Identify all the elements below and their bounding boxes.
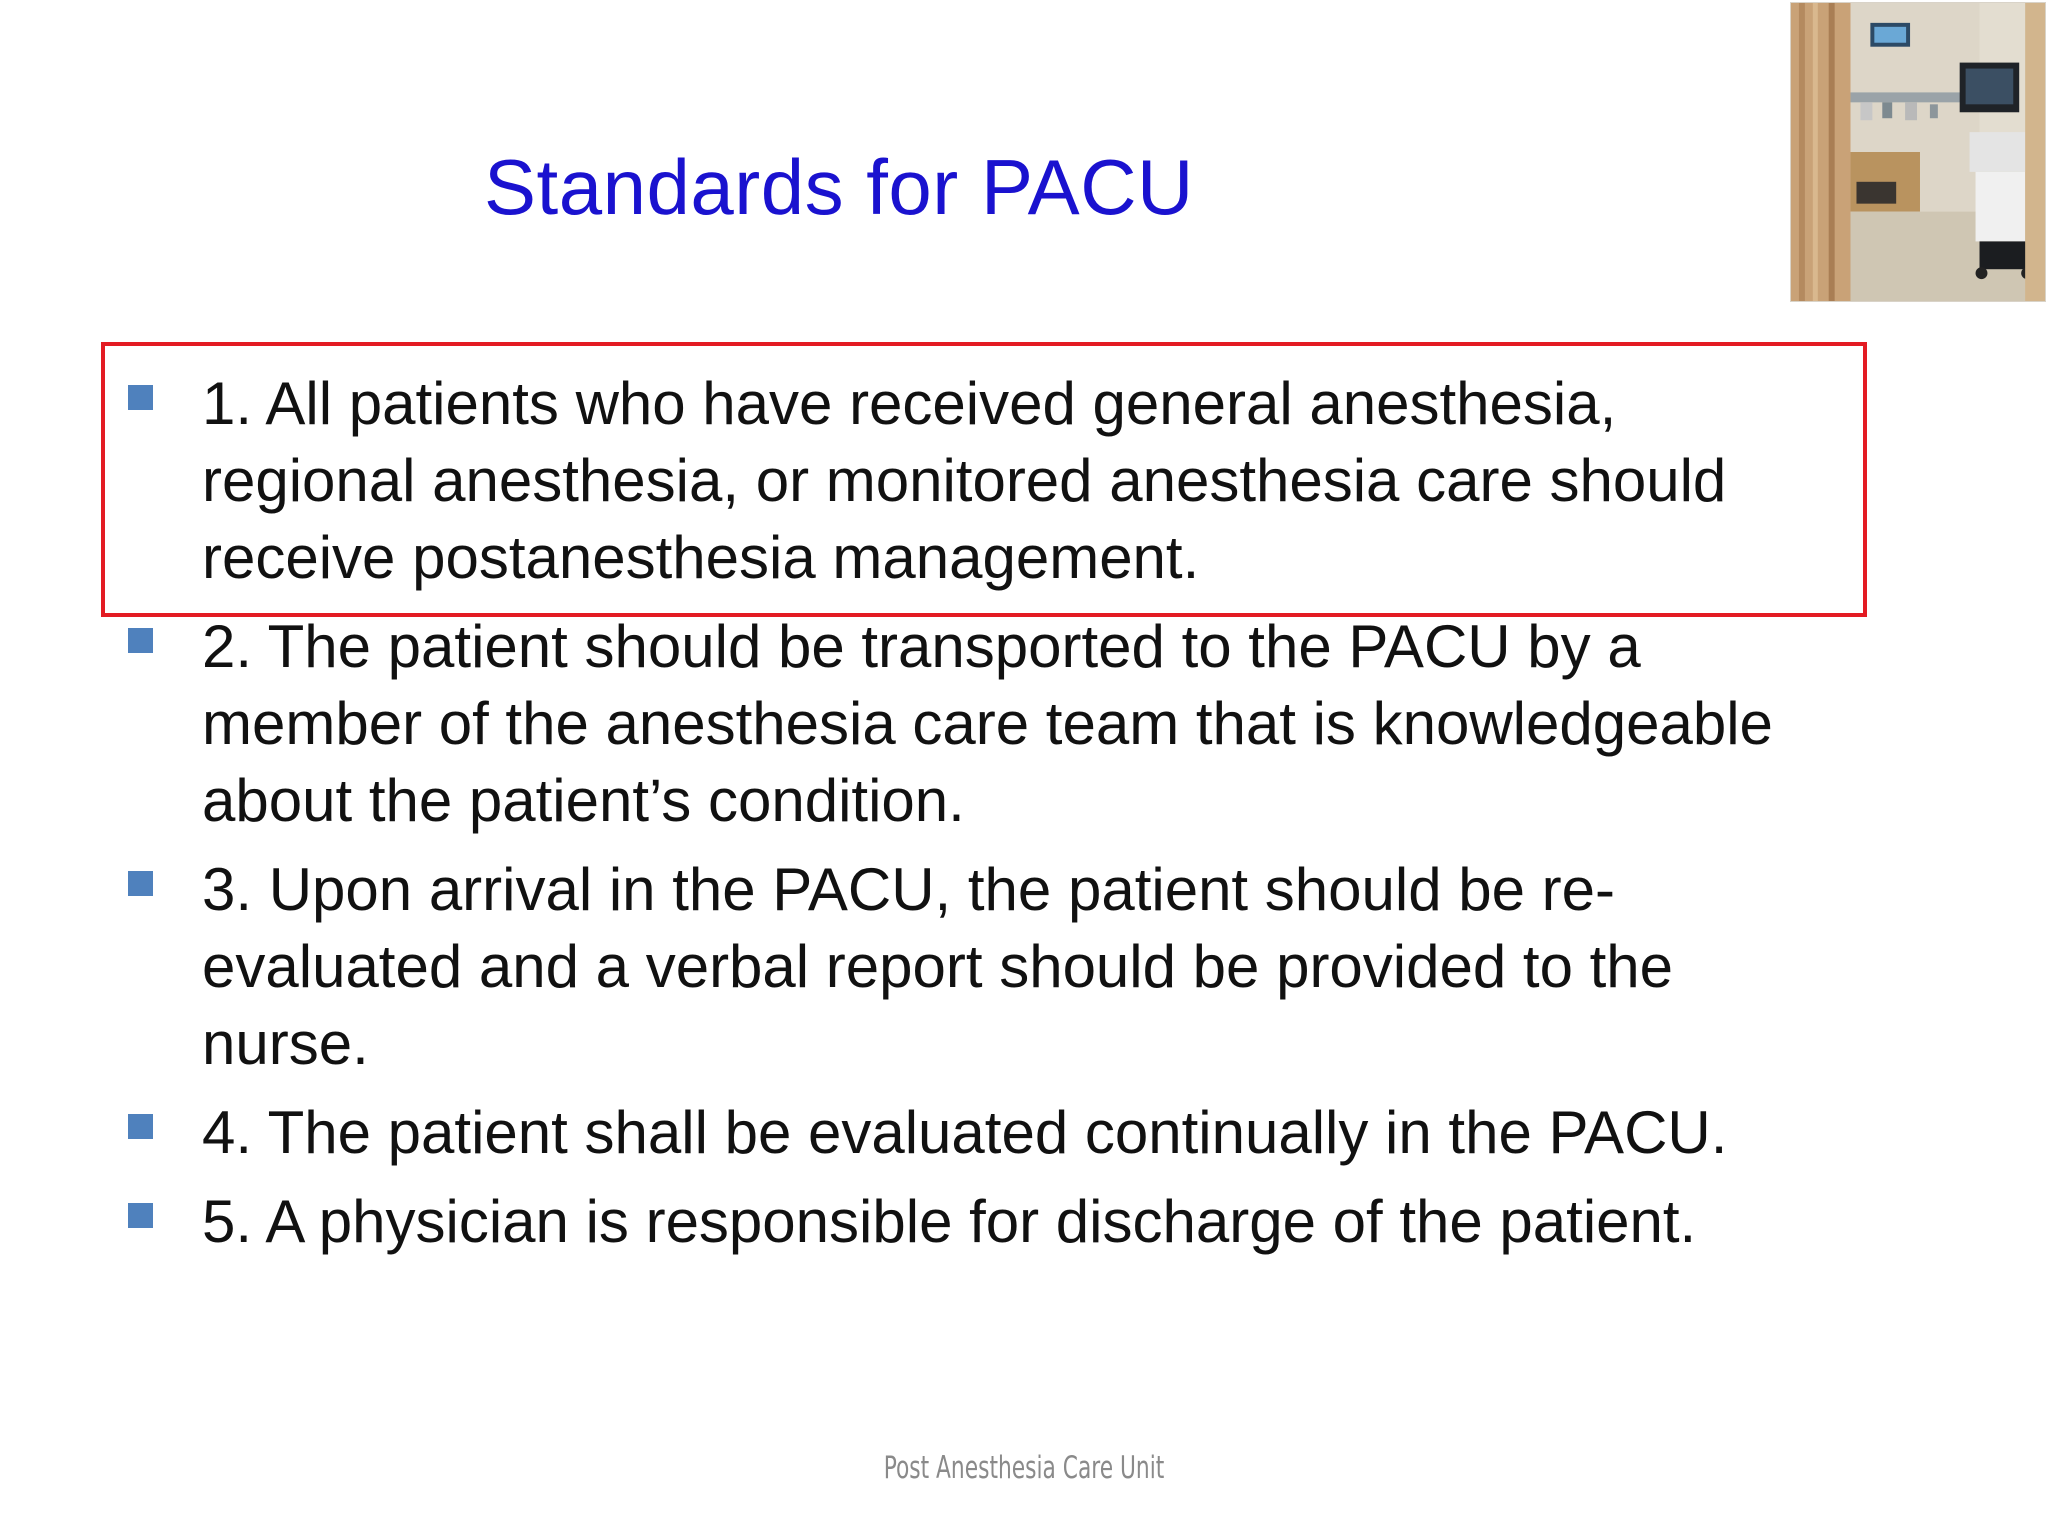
- bullet-square-icon: [128, 1203, 153, 1228]
- bullet-item-4: [124, 1094, 1964, 1171]
- bullet-text: [202, 851, 1964, 1082]
- bullet-text: [202, 1183, 1964, 1260]
- bullet-line: 5. A physician is responsible for discharge of the patient.: [202, 1188, 1697, 1255]
- bullet-text: [202, 1094, 1964, 1171]
- bullet-line: 3. Upon arrival in the PACU, the patient should be re-: [202, 856, 1615, 923]
- bullet-line: 4. The patient shall be evaluated continually in the PACU.: [202, 1099, 1728, 1166]
- bullet-text: [202, 608, 1964, 839]
- bullet-square-icon: [128, 628, 153, 653]
- bullet-line: 1. All patients who have received general anesthesia,: [202, 370, 1617, 437]
- bullet-square-icon: [128, 385, 153, 410]
- slide-title: Standards for PACU: [484, 143, 1194, 231]
- bullet-line: member of the anesthesia care team that is knowledgeable: [202, 690, 1773, 757]
- pacu-room-photo: [1790, 2, 2046, 302]
- bullet-item-1: [124, 365, 1964, 596]
- bullet-line: receive postanesthesia management.: [202, 524, 1200, 591]
- bullet-square-icon: [128, 1114, 153, 1139]
- bullet-line: about the patient’s condition.: [202, 767, 965, 834]
- bullet-list: [124, 365, 2024, 1272]
- bullet-line: evaluated and a verbal report should be provided to the: [202, 933, 1674, 1000]
- bullet-line: nurse.: [202, 1010, 369, 1077]
- bullet-item-3: [124, 851, 1964, 1082]
- bullet-text: [202, 365, 1964, 596]
- bullet-item-2: [124, 608, 1964, 839]
- pacu-room-photo-icon: [1791, 3, 2045, 301]
- slide-footer: Post Anesthesia Care Unit: [883, 1450, 1165, 1486]
- bullet-square-icon: [128, 871, 153, 896]
- bullet-line: regional anesthesia, or monitored anesthesia care should: [202, 447, 1727, 514]
- bullet-line: 2. The patient should be transported to the PACU by a: [202, 613, 1641, 680]
- bullet-item-5: [124, 1183, 1964, 1260]
